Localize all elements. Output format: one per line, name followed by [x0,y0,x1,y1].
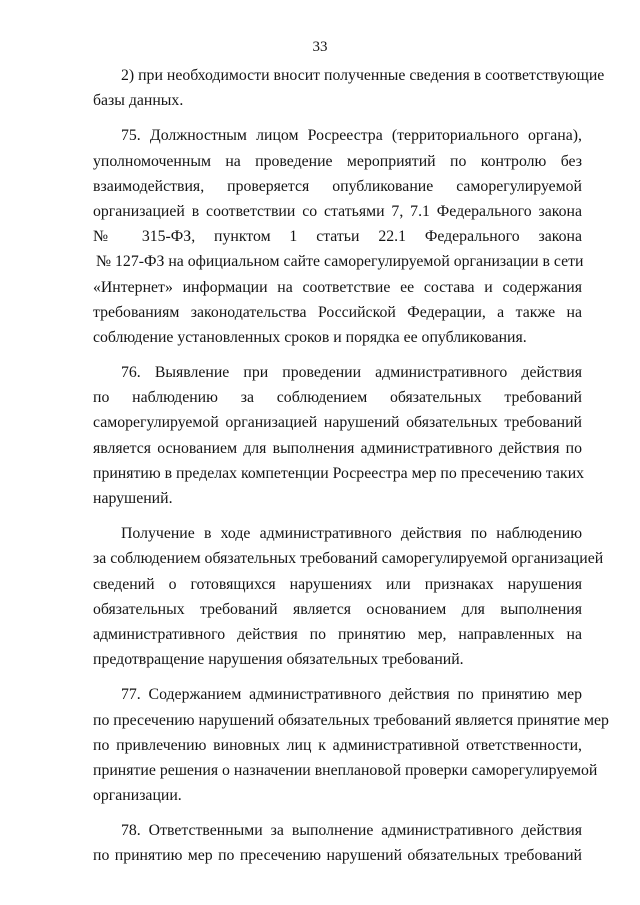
text-line: принятию в пределах компетенции Росреестра мер по пресечению таких [93,464,585,482]
text-line: 2) при необходимости вносит полученные сведения в соответствующие [121,67,605,84]
text-line: нарушений. [93,490,173,507]
text-line: Получение в ходе административного действия по наблюдению [121,525,582,543]
paragraph-76-continued [93,521,604,672]
paragraph-75 [93,123,582,350]
text-line: является основанием для выполнения административного действия по [93,439,582,457]
paragraph-78 [93,818,582,868]
text-line: взаимодействия, проверяется опубликование саморегулируемой [93,177,582,195]
text-line: по наблюдению за соблюдением обязательных требований [93,389,582,407]
paragraph-76 [93,360,585,511]
text-line: № 315-ФЗ, пунктом 1 статьи 22.1 Федерального закона [93,228,582,246]
paragraph-item-2 [93,63,605,113]
text-line: соблюдение установленных сроков и порядка ее опубликования. [93,328,527,346]
text-line: предотвращение нарушения обязательных требований. [93,651,464,669]
text-line: 76. Выявление при проведении административного действия [121,364,582,382]
text-line: организацией в соответствии со статьями 7, 7.1 Федерального закона [93,202,582,220]
text-line: требованиям законодательства Российской Федерации, а также на [93,303,582,321]
text-line: по пресечению нарушений обязательных требований является принятие мер [93,711,609,729]
page-number: 33 [312,39,328,55]
text-line: организации. [93,787,182,805]
text-line: № 127-ФЗ на официальном сайте саморегулируемой организации в сети [96,253,584,271]
paragraph-77 [93,682,609,808]
text-line: 78. Ответственными за выполнение административного действия [121,822,582,840]
text-line: 75. Должностным лицом Росреестра (территориального органа), [121,127,582,145]
text-line: обязательных требований является основанием для выполнения [93,600,582,618]
text-line: саморегулируемой организацией нарушений обязательных требований [93,414,582,432]
text-line: сведений о готовящихся нарушениях или признаках нарушения [93,575,582,593]
text-line: по привлечению виновных лиц к административной ответственности, [93,736,582,754]
document-body [93,63,609,879]
text-line: 77. Содержанием административного действия по принятию мер [121,686,582,704]
text-line: по принятию мер по пресечению нарушений обязательных требований [93,847,582,865]
text-line: уполномоченным на проведение мероприятий по контролю без [93,152,582,170]
text-line: «Интернет» информации на соответствие ее состава и содержания [93,278,582,296]
text-line: принятие решения о назначении внеплановой проверки саморегулируемой [93,761,598,779]
text-line: административного действия по принятию мер, направленных на [93,625,582,643]
text-line: базы данных. [93,92,184,110]
text-line: за соблюдением обязательных требований саморегулируемой организацией [93,550,604,568]
